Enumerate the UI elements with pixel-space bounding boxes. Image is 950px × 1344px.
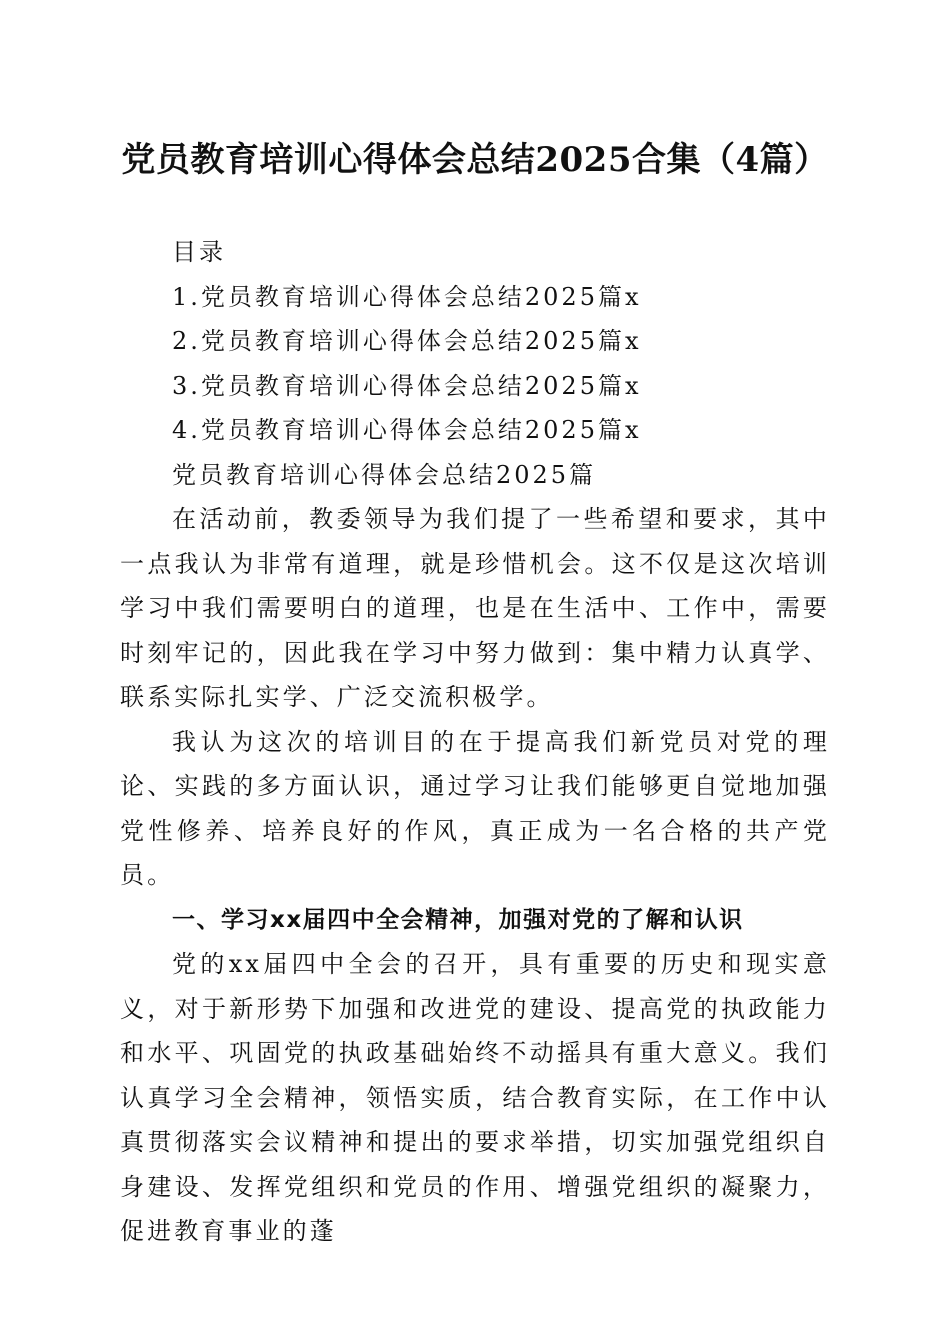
paragraph: 党的xx届四中全会的召开，具有重要的历史和现实意义，对于新形势下加强和改进党的建设、提高党的执政能力和水平、巩固党的执政基础始终不动摇具有重大意义。我们认真学习全会精神，领悟实质，结合教育实际，在工作中认真贯彻落实会议精神和提出的要求举措，切实加强党组织自身建设、发挥党组织和党员的作用、增强党组织的凝聚力，促进教育事业的蓬 bbox=[120, 950, 830, 1245]
toc-item: 2.党员教育培训心得体会总结2025篇x bbox=[172, 327, 642, 355]
toc-item: 1.党员教育培训心得体会总结2025篇x bbox=[172, 282, 642, 311]
toc-item: 4.党员教育培训心得体会总结2025篇x bbox=[172, 416, 642, 444]
document-body bbox=[120, 230, 830, 1254]
toc-label: 目录 bbox=[172, 238, 226, 266]
document-title: 党员教育培训心得体会总结2025合集（4篇） bbox=[121, 140, 829, 180]
article-title: 党员教育培训心得体会总结2025篇 bbox=[172, 460, 597, 489]
paragraph: 在活动前，教委领导为我们提了一些希望和要求，其中一点我认为非常有道理，就是珍惜机会。这不仅是这次培训学习中我们需要明白的道理，也是在生活中、工作中，需要时刻牢记的，因此我在学习中努力做到：集中精力认真学、联系实际扎实学、广泛交流积极学。 bbox=[120, 505, 830, 711]
toc-item: 3.党员教育培训心得体会总结2025篇x bbox=[172, 371, 642, 400]
paragraph: 我认为这次的培训目的在于提高我们新党员对党的理论、实践的多方面认识，通过学习让我们能够更自觉地加强党性修养、培养良好的作风，真正成为一名合格的共产党员。 bbox=[120, 727, 830, 889]
section-heading: 一、学习xx届四中全会精神，加强对党的了解和认识 bbox=[172, 906, 744, 933]
